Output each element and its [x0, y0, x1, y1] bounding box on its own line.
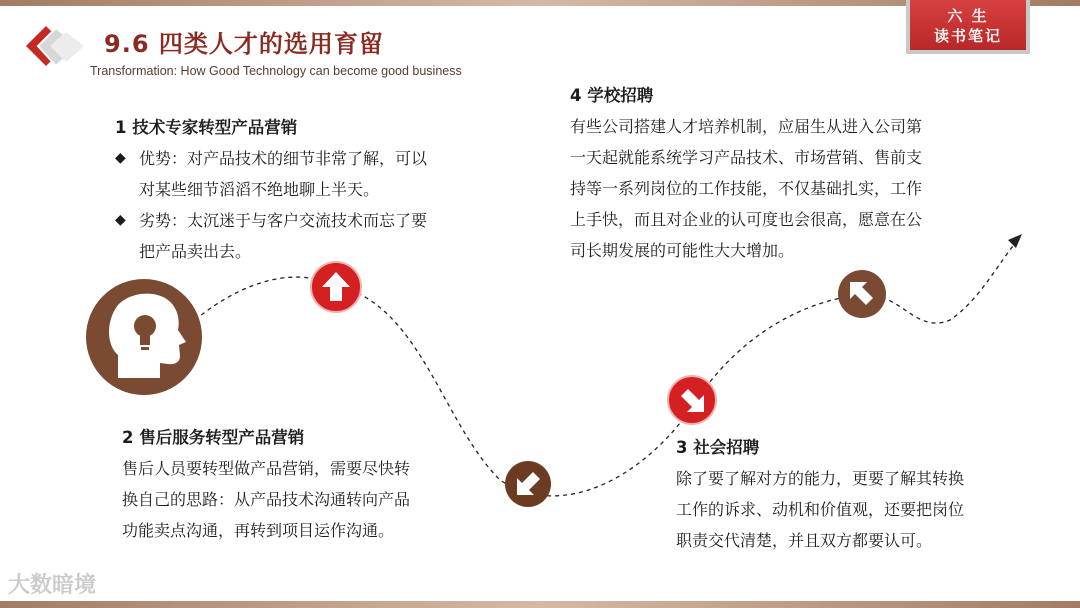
head-lightbulb-icon — [86, 279, 202, 395]
badge-line-1: 六 生 — [947, 7, 989, 25]
diamond-bullet-icon: ◆ — [115, 150, 126, 166]
bullet-line: 劣势：太沉迷于与客户交流技术而忘了要 — [139, 211, 428, 230]
section-heading: 4 学校招聘 — [570, 86, 654, 105]
section-heading: 3 社会招聘 — [676, 438, 760, 457]
section-after-sales — [122, 422, 462, 546]
text-line: 上手快，而且对企业的认可度也会很高，愿意在公 — [570, 210, 923, 229]
text-line: 司长期发展的可能性大大增加。 — [570, 241, 795, 260]
page-title: 9.6 四类人才的选用育留 — [104, 30, 384, 58]
arrow-up-icon — [311, 262, 361, 312]
text-line: 除了要了解对方的能力，更要了解其转换 — [676, 469, 965, 488]
bullet-advantage — [115, 143, 485, 205]
page-subtitle: Transformation: How Good Technology can become good business — [90, 64, 462, 78]
section-campus-recruitment — [570, 80, 980, 266]
text-line: 持等一系列岗位的工作技能，不仅基础扎实，工作 — [570, 179, 923, 198]
text-line: 职责交代清楚，并且双方都要认可。 — [676, 531, 933, 550]
path-end-arrow-icon — [1008, 234, 1022, 248]
text-line: 有些公司搭建人才培养机制，应届生从进入公司第 — [570, 117, 923, 136]
bottom-frame-bar — [0, 601, 1080, 608]
diamond-bullet-icon: ◆ — [115, 212, 126, 228]
section-heading: 2 售后服务转型产品营销 — [122, 428, 305, 447]
bullet-disadvantage — [115, 205, 485, 267]
section-technical-expert — [115, 112, 485, 267]
arrow-down-right-icon — [668, 376, 716, 424]
arrow-down-left-icon — [505, 461, 551, 507]
section-social-recruitment — [676, 432, 1016, 556]
bullet-line: 把产品卖出去。 — [139, 242, 252, 261]
bullet-line: 优势：对产品技术的细节非常了解，可以 — [139, 149, 428, 168]
text-line: 售后人员要转型做产品营销，需要尽快转 — [122, 459, 411, 478]
watermark: 大数暗境 — [8, 573, 97, 598]
text-line: 换自己的思路：从产品技术沟通转向产品 — [122, 490, 411, 509]
bullet-line: 对某些细节滔滔不绝地聊上半天。 — [139, 180, 380, 199]
text-line: 一天起就能系统学习产品技术、市场营销、售前支 — [570, 148, 923, 167]
text-line: 工作的诉求、动机和价值观，还要把岗位 — [676, 500, 965, 519]
text-line: 功能卖点沟通，再转到项目运作沟通。 — [122, 521, 395, 540]
section-heading: 1 技术专家转型产品营销 — [115, 118, 298, 137]
arrow-up-left-icon — [838, 270, 886, 318]
badge-line-2: 读书笔记 — [933, 27, 1002, 45]
